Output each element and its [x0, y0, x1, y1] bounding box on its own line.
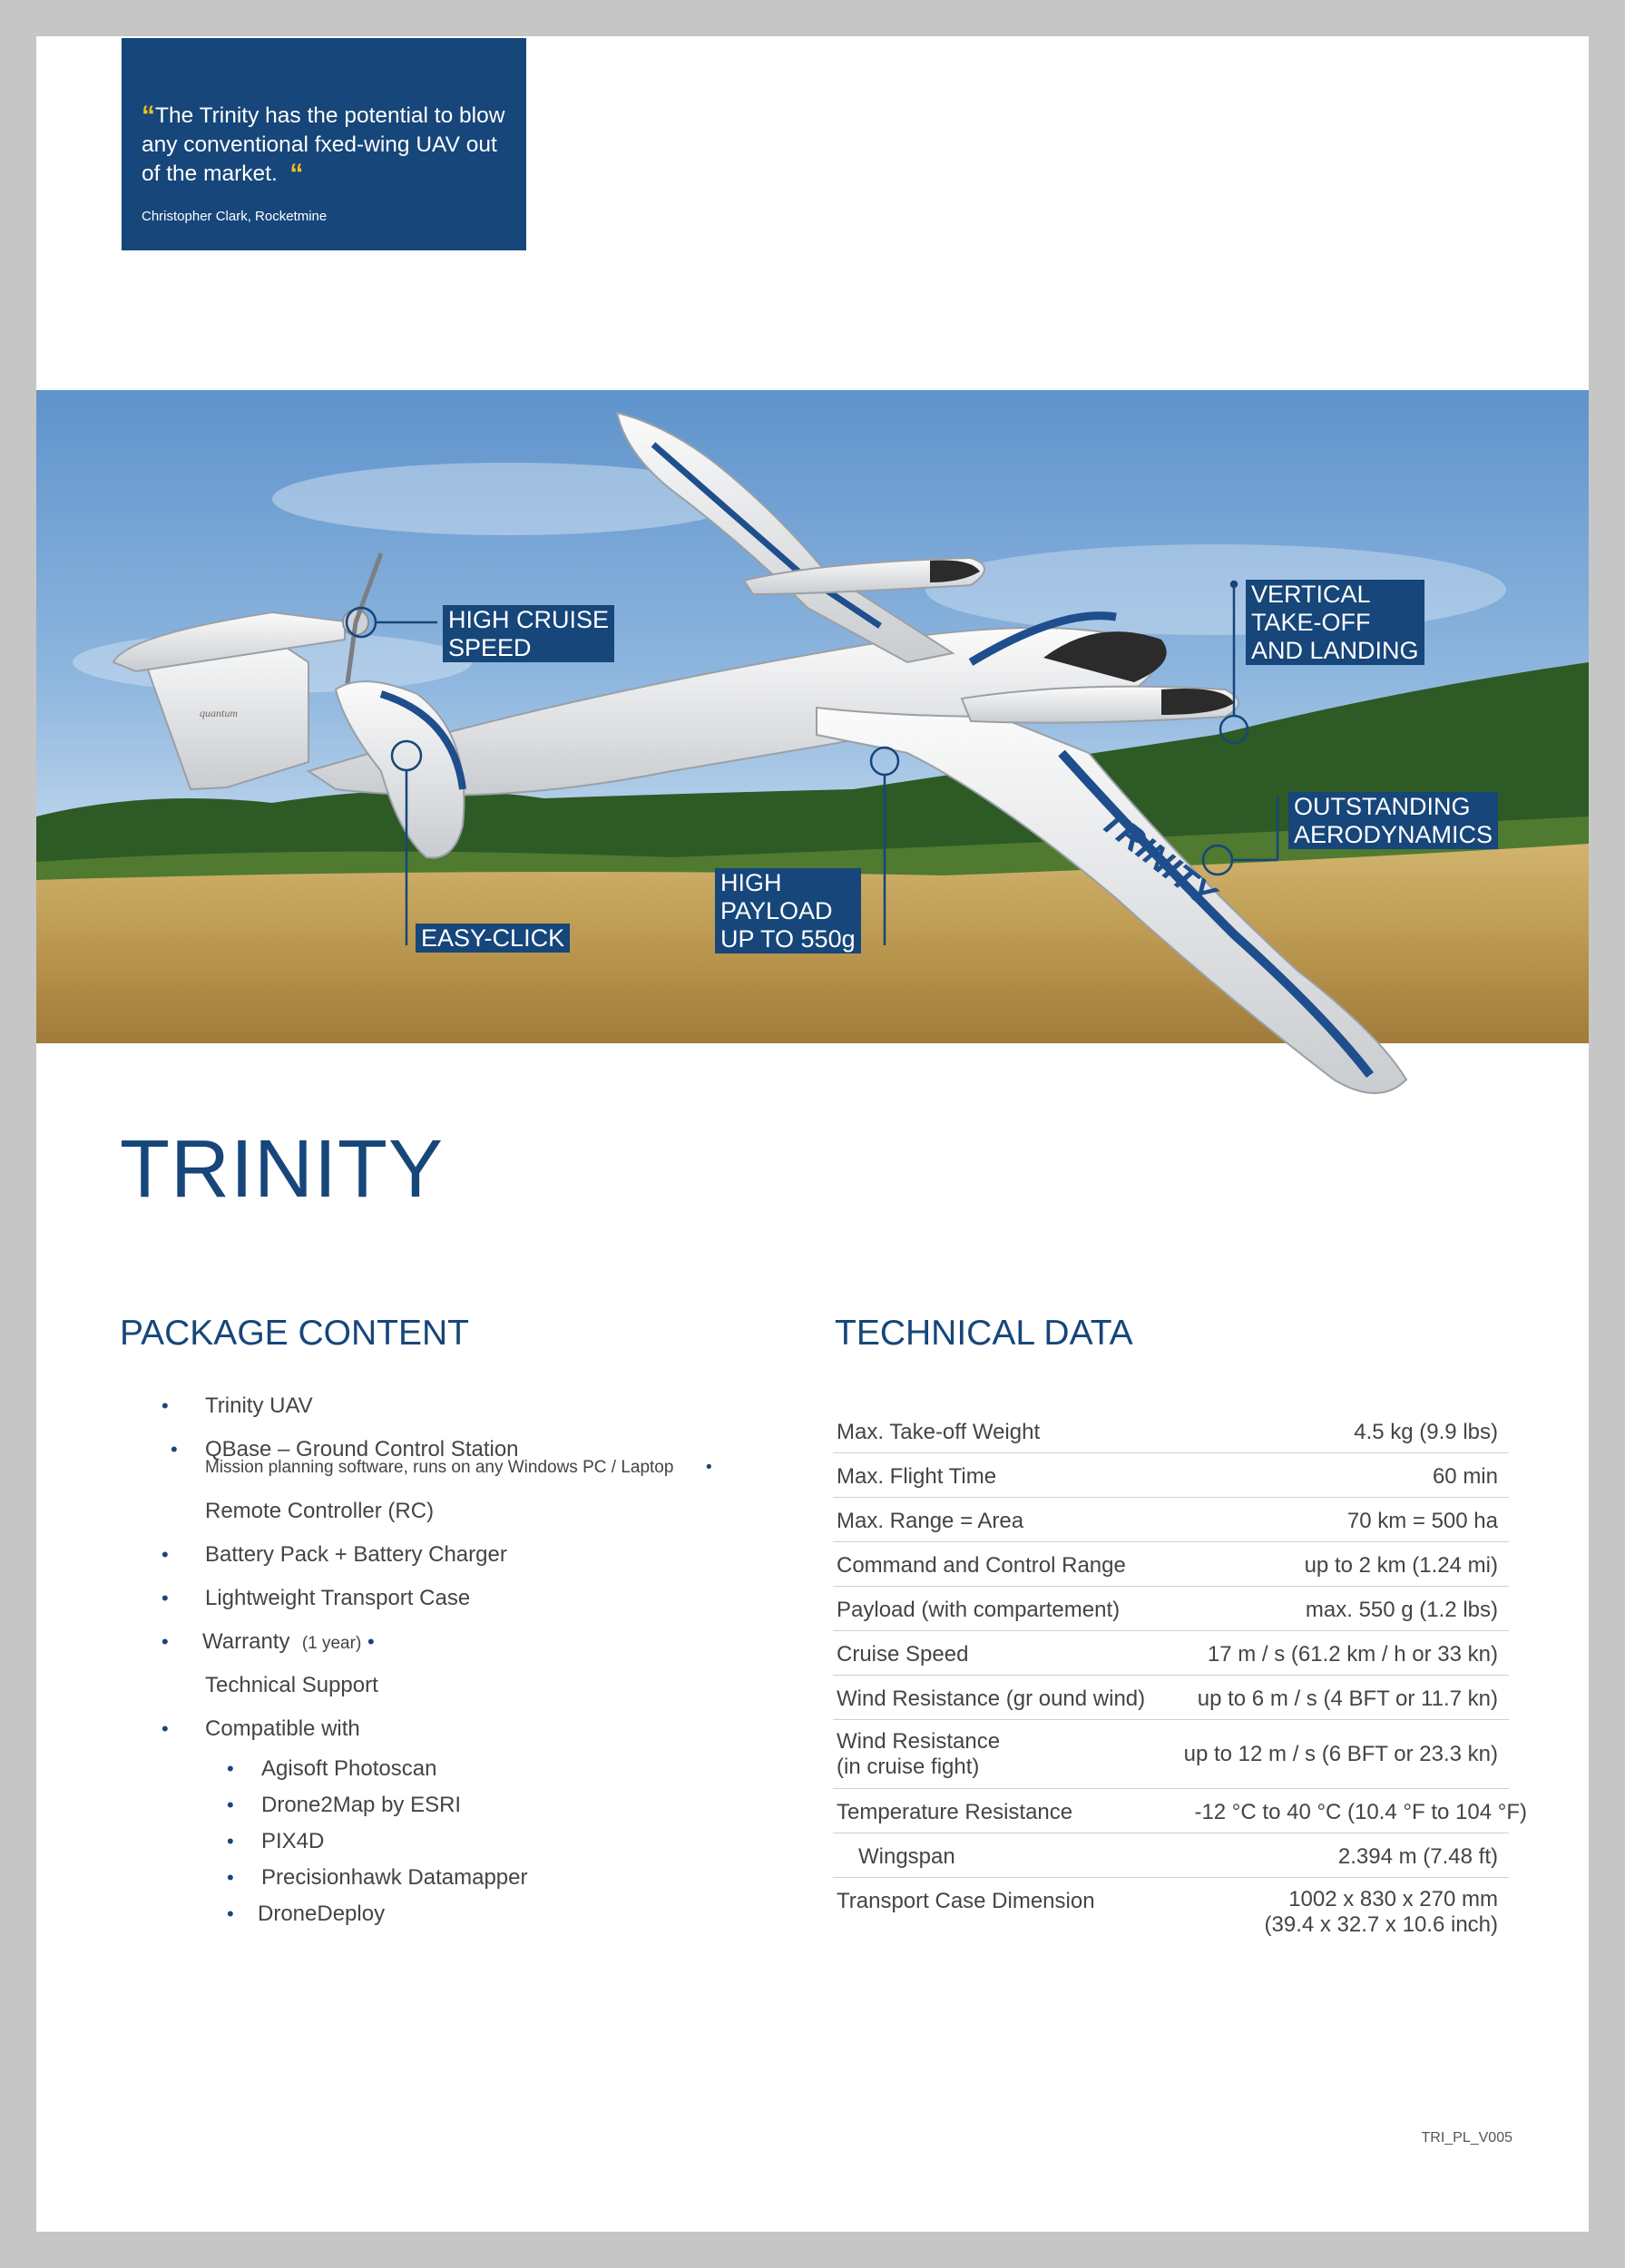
list-item — [122, 1620, 811, 1664]
callout-line: HIGH CRUISE — [448, 606, 610, 633]
compatible-item — [122, 1751, 811, 1787]
product-title: TRINITY — [120, 1124, 444, 1215]
row-label: Max. Range = Area — [837, 1509, 1024, 1533]
row-value: 2.394 m (7.48 ft) — [1337, 1844, 1498, 1869]
row-value: -12 °C to 40 °C (10.4 °F to 104 °F) — [1194, 1800, 1527, 1824]
trinity-uav-illustration — [36, 390, 1589, 1107]
quote-body: The Trinity has the potential to blow any conventional fxed-wing UAV out of the market. — [142, 103, 505, 186]
item-text — [202, 1620, 375, 1666]
open-quote-icon: “ — [142, 101, 155, 131]
brochure-page — [36, 36, 1589, 2232]
row-value: up to 2 km (1.24 mi) — [1304, 1553, 1498, 1578]
table-row — [833, 1542, 1509, 1587]
warranty-note: (1 year) — [301, 1634, 362, 1653]
list-item — [122, 1664, 811, 1707]
bullet-icon: • — [227, 1794, 234, 1816]
item-text: QBase – Ground Control Station — [205, 1437, 519, 1461]
row-label: Payload (with compartement) — [837, 1598, 1121, 1622]
callout-line: PAYLOAD — [720, 897, 833, 924]
document-code: TRI_PL_V005 — [1421, 2130, 1512, 2146]
hero-image-trinity-uav — [36, 390, 1589, 1043]
callout-line: HIGH — [720, 869, 782, 896]
package-content-list — [122, 1384, 811, 1932]
bullet-icon: • — [227, 1902, 234, 1925]
table-row — [833, 1498, 1509, 1542]
callout-line: TAKE-OFF — [1251, 609, 1371, 636]
tail-logo: quantum — [200, 707, 238, 719]
item-text: Agisoft Photoscan — [261, 1756, 437, 1781]
bullet-icon: • — [162, 1630, 169, 1653]
table-row — [833, 1587, 1509, 1631]
row-value: 60 min — [1432, 1464, 1498, 1489]
callout-vertical-takeoff-landing — [1246, 580, 1424, 665]
technical-data-table — [833, 1409, 1527, 1950]
bullet-icon: • — [706, 1458, 712, 1477]
list-item — [122, 1533, 811, 1577]
row-label: Transport Case Dimension — [837, 1889, 1095, 1913]
row-label-line: (in cruise fight) — [837, 1755, 980, 1779]
bullet-icon: • — [162, 1717, 169, 1740]
callout-line: VERTICAL — [1251, 581, 1371, 608]
row-value: max. 550 g (1.2 lbs) — [1305, 1598, 1498, 1622]
callout-outstanding-aerodynamics — [1288, 792, 1498, 849]
row-value: up to 12 m / s (6 BFT or 23.3 kn) — [1183, 1742, 1498, 1766]
item-text: Compatible with — [205, 1716, 360, 1741]
bullet-icon: • — [162, 1587, 169, 1609]
row-value: 4.5 kg (9.9 lbs) — [1354, 1420, 1498, 1444]
table-row — [833, 1720, 1509, 1789]
row-label: Max. Flight Time — [837, 1464, 997, 1489]
item-text: Technical Support — [205, 1673, 378, 1697]
quote-author: Christopher Clark, Rocketmine — [142, 209, 328, 224]
bullet-icon: • — [227, 1866, 234, 1889]
compatible-item — [122, 1823, 811, 1860]
row-label: Temperature Resistance — [837, 1800, 1073, 1824]
bullet-icon: • — [171, 1438, 178, 1461]
callout-high-cruise-speed — [443, 605, 614, 662]
fuselage-logo: TRINITY — [1092, 801, 1222, 915]
item-text: PIX4D — [261, 1829, 325, 1853]
list-item — [122, 1459, 811, 1481]
table-row — [833, 1453, 1509, 1498]
row-value: 70 km = 500 ha — [1346, 1509, 1498, 1533]
table-row — [833, 1409, 1509, 1453]
callout-easy-click: EASY-CLICK — [416, 924, 570, 953]
item-text: Remote Controller (RC) — [205, 1499, 435, 1523]
compatible-item — [122, 1896, 811, 1932]
callout-line: AERODYNAMICS — [1294, 821, 1493, 848]
item-text: Precisionhawk Datamapper — [261, 1865, 528, 1890]
row-value: up to 6 m / s (4 BFT or 11.7 kn) — [1197, 1686, 1498, 1711]
list-item — [122, 1577, 811, 1620]
bullet-icon: • — [367, 1630, 375, 1653]
row-label: Max. Take-off Weight — [837, 1420, 1041, 1444]
row-value — [1265, 1887, 1498, 1938]
list-item — [122, 1490, 811, 1533]
row-label — [837, 1729, 1000, 1780]
bullet-icon: • — [162, 1543, 169, 1566]
bullet-icon: • — [162, 1394, 169, 1417]
row-label: Cruise Speed — [837, 1642, 969, 1667]
technical-data-heading: TECHNICAL DATA — [835, 1314, 1133, 1353]
testimonial-quote-box — [122, 38, 526, 250]
item-text: Lightweight Transport Case — [205, 1586, 471, 1610]
table-row — [833, 1878, 1509, 1950]
table-row — [833, 1631, 1509, 1676]
row-value: 17 m / s (61.2 km / h or 33 kn) — [1207, 1642, 1498, 1667]
row-label: Command and Control Range — [837, 1553, 1126, 1578]
row-label: Wingspan — [858, 1844, 955, 1869]
list-item — [122, 1707, 811, 1751]
bullet-icon: • — [227, 1757, 234, 1780]
table-row — [833, 1833, 1509, 1878]
item-text: DroneDeploy — [258, 1901, 386, 1926]
row-value-line: (39.4 x 32.7 x 10.6 inch) — [1264, 1912, 1498, 1937]
list-item — [122, 1384, 811, 1428]
item-text: Mission planning software, runs on any Windows PC / Laptop — [205, 1458, 674, 1477]
table-row — [833, 1676, 1509, 1720]
bullet-icon: • — [227, 1830, 234, 1853]
compatible-item — [122, 1860, 811, 1896]
compatible-item — [122, 1787, 811, 1823]
callout-line: SPEED — [448, 634, 532, 661]
close-quote-icon: “ — [289, 159, 304, 189]
callout-line: AND LANDING — [1251, 637, 1419, 664]
table-row — [833, 1789, 1527, 1833]
row-value-line: 1002 x 830 x 270 mm — [1288, 1887, 1498, 1911]
callout-high-payload — [715, 868, 861, 953]
callout-line: OUTSTANDING — [1294, 793, 1471, 820]
item-text: Drone2Map by ESRI — [261, 1793, 462, 1817]
warranty-label: Warranty — [202, 1629, 290, 1654]
package-content-heading: PACKAGE CONTENT — [120, 1314, 469, 1353]
item-text: Battery Pack + Battery Charger — [205, 1542, 507, 1567]
row-label-line: Wind Resistance — [837, 1729, 1001, 1754]
item-text: Trinity UAV — [205, 1393, 313, 1418]
callout-line: UP TO 550g — [720, 925, 856, 953]
row-label: Wind Resistance (gr ound wind) — [837, 1686, 1146, 1711]
quote-text — [142, 102, 506, 189]
